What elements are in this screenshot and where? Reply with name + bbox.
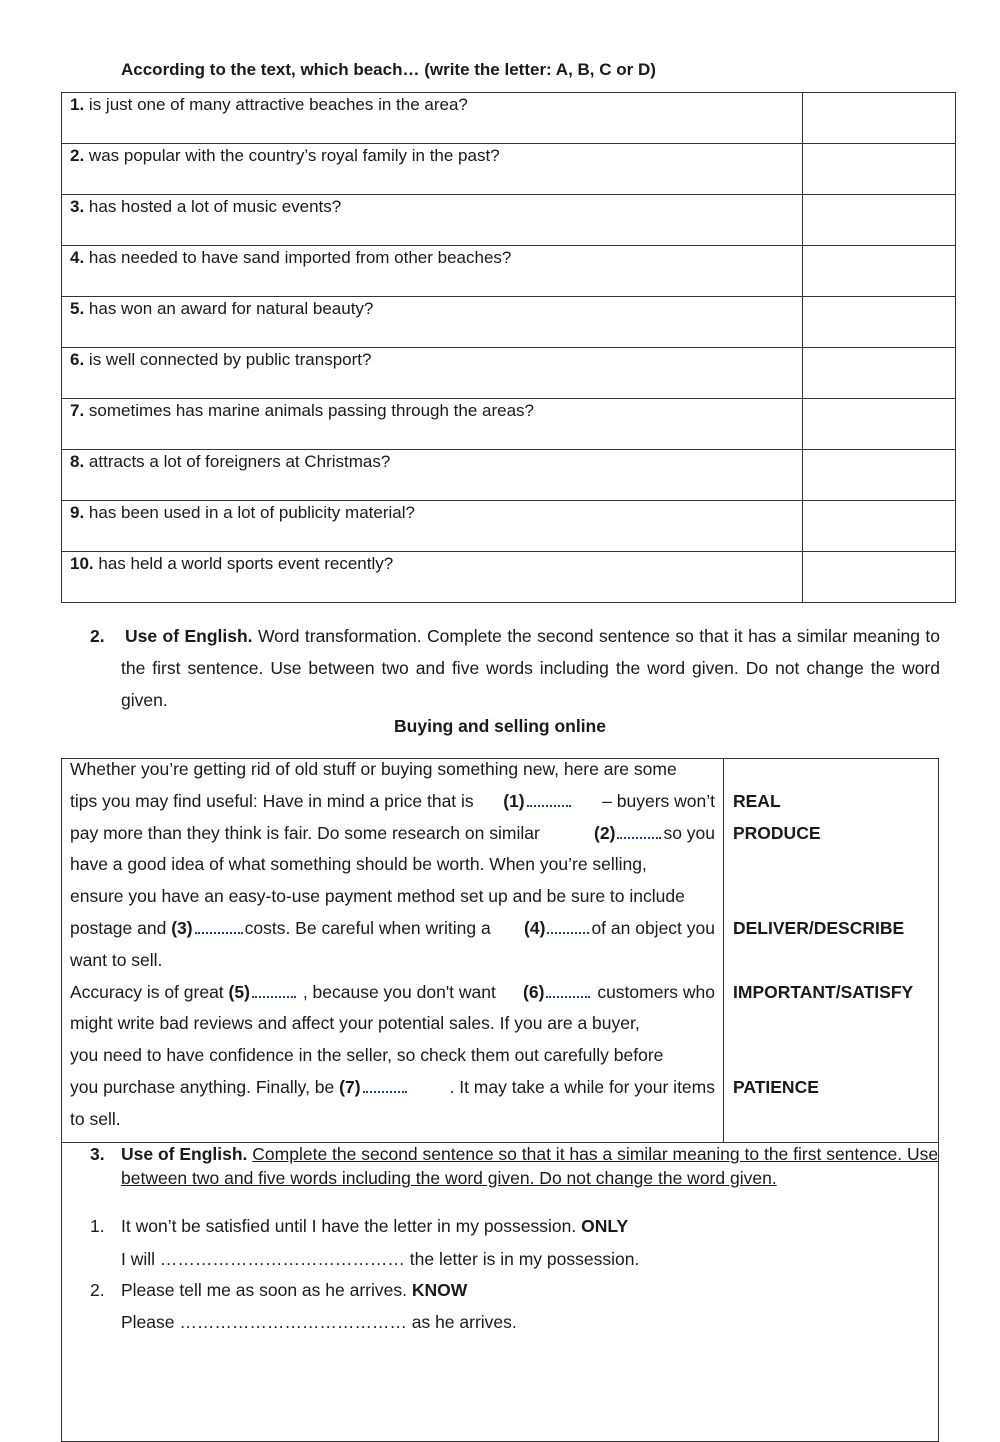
gap-number: (1)	[503, 790, 525, 811]
table-row	[62, 501, 956, 552]
table-row	[62, 246, 956, 297]
section2-instruction-text: Word transformation. Complete the second sentence so that it has a similar meaning to the first sentence. Use between two and five words including the word given. Do not change the word given.	[121, 626, 940, 710]
keyword-real: REAL	[733, 791, 781, 811]
table-row	[62, 144, 956, 195]
gap-number: (2)	[594, 822, 616, 843]
question-text: has been used in a lot of publicity material?	[88, 503, 415, 522]
section2-label: Use of English.	[125, 626, 253, 646]
section3-instructions	[90, 1142, 940, 1190]
item-sentence: It won’t be satisfied until I have the letter in my possession.	[121, 1216, 577, 1236]
question-number: 6.	[70, 350, 85, 369]
answer-cell[interactable]	[803, 195, 956, 246]
question-text: has needed to have sand imported from other beaches?	[88, 248, 512, 267]
passage-line: pay more than they think is fair. Do some research on similar (2) so you	[70, 822, 715, 843]
answer-cell[interactable]	[803, 348, 956, 399]
gap-5-blank[interactable]	[252, 980, 296, 998]
gap-number: (7)	[339, 1076, 361, 1097]
question-text: attracts a lot of foreigners at Christmas?	[88, 452, 391, 471]
passage-line: postage and (3) costs. Be careful when writing a (4) of an object you	[70, 917, 715, 938]
gap-6-blank[interactable]	[546, 980, 590, 998]
question-number: 2.	[70, 146, 85, 165]
gap-4-blank[interactable]	[547, 916, 589, 934]
keyword-produce: PRODUCE	[733, 823, 821, 843]
question-number: 9.	[70, 503, 85, 522]
section3-label: Use of English.	[121, 1144, 248, 1164]
gap-7-blank[interactable]	[363, 1075, 407, 1093]
table-row	[62, 450, 956, 501]
question-text: has hosted a lot of music events?	[88, 197, 342, 216]
passage-text	[70, 754, 715, 1136]
question-number: 7.	[70, 401, 85, 420]
question-text: has held a world sports event recently?	[98, 554, 394, 573]
answer-cell[interactable]	[803, 450, 956, 501]
question-number: 8.	[70, 452, 85, 471]
gap-number: (3)	[171, 917, 193, 938]
question-number: 5.	[70, 299, 85, 318]
question-number: 1.	[70, 95, 85, 114]
question-text: has won an award for natural beauty?	[88, 299, 374, 318]
gap-number: (6)	[523, 981, 545, 1002]
section2-number: 2.	[90, 626, 105, 646]
gap-2-blank[interactable]	[617, 821, 661, 839]
passage-title: Buying and selling online	[394, 716, 606, 736]
gap-number: (5)	[228, 981, 250, 1002]
passage-line: you need to have confidence in the seller, so check them out carefully before	[70, 1045, 664, 1066]
passage-line: tips you may find useful: Have in mind a price that is (1) – buyers won’t	[70, 790, 715, 811]
question-number: 3.	[70, 197, 85, 216]
answer-cell[interactable]	[803, 93, 956, 144]
section3-number: 3.	[90, 1144, 105, 1164]
gap-1-blank[interactable]	[527, 789, 571, 807]
passage-line: want to sell.	[70, 949, 163, 970]
passage-line: to sell.	[70, 1108, 121, 1129]
passage-line: Accuracy is of great (5) , because you don't want (6) customers who	[70, 981, 715, 1002]
section1-heading: According to the text, which beach… (write the letter: A, B, C or D)	[121, 60, 656, 79]
question-text: sometimes has marine animals passing through the areas?	[88, 401, 534, 420]
item-number: 1.	[90, 1216, 105, 1236]
table-row	[62, 195, 956, 246]
table-row	[62, 348, 956, 399]
question-number: 10.	[70, 554, 94, 573]
column-divider	[723, 758, 724, 1142]
gap-3-blank[interactable]	[195, 916, 243, 934]
item-keyword: ONLY	[581, 1216, 629, 1236]
passage-line: you purchase anything. Finally, be (7) . It may take a while for your items	[70, 1076, 715, 1097]
question-text: is well connected by public transport?	[88, 350, 372, 369]
question-number: 4.	[70, 248, 85, 267]
section3-instruction-text: Complete the second sentence so that it has a similar meaning to the first sentence. Use between two and five words including the word given. Do not change the word given.	[121, 1144, 939, 1188]
answer-cell[interactable]	[803, 399, 956, 450]
table-row	[62, 297, 956, 348]
item-keyword: KNOW	[411, 1280, 468, 1300]
item-number: 2.	[90, 1280, 105, 1300]
keyword-patience: PATIENCE	[733, 1077, 819, 1097]
question-text: was popular with the country’s royal family in the past?	[88, 146, 500, 165]
passage-line: Whether you’re getting rid of old stuff or buying something new, here are some	[70, 759, 677, 779]
answer-cell[interactable]	[803, 501, 956, 552]
gap-number: (4)	[524, 917, 546, 938]
answer-line[interactable]: Please ………………………………… as he arrives.	[121, 1312, 517, 1332]
answer-cell[interactable]	[803, 246, 956, 297]
table-row	[62, 93, 956, 144]
question-text: is just one of many attractive beaches in the area?	[88, 95, 468, 114]
passage-line: have a good idea of what something should be worth. When you’re selling,	[70, 854, 647, 875]
item-sentence: Please tell me as soon as he arrives.	[121, 1280, 407, 1300]
answer-cell[interactable]	[803, 144, 956, 195]
keyword-deliver-describe: DELIVER/DESCRIBE	[733, 918, 905, 938]
answer-cell[interactable]	[803, 297, 956, 348]
table-row	[62, 399, 956, 450]
passage-line: ensure you have an easy-to-use payment method set up and be sure to include	[70, 886, 685, 907]
passage-line: might write bad reviews and affect your potential sales. If you are a buyer,	[70, 1013, 640, 1034]
answer-line[interactable]: I will …………………………………… the letter is in my possession.	[121, 1249, 640, 1269]
answer-cell[interactable]	[803, 552, 956, 603]
table-row	[62, 552, 956, 603]
keyword-important-satisfy: IMPORTANT/SATISFY	[733, 982, 914, 1002]
section2-instructions	[90, 620, 940, 716]
beach-questions-table	[61, 92, 956, 603]
